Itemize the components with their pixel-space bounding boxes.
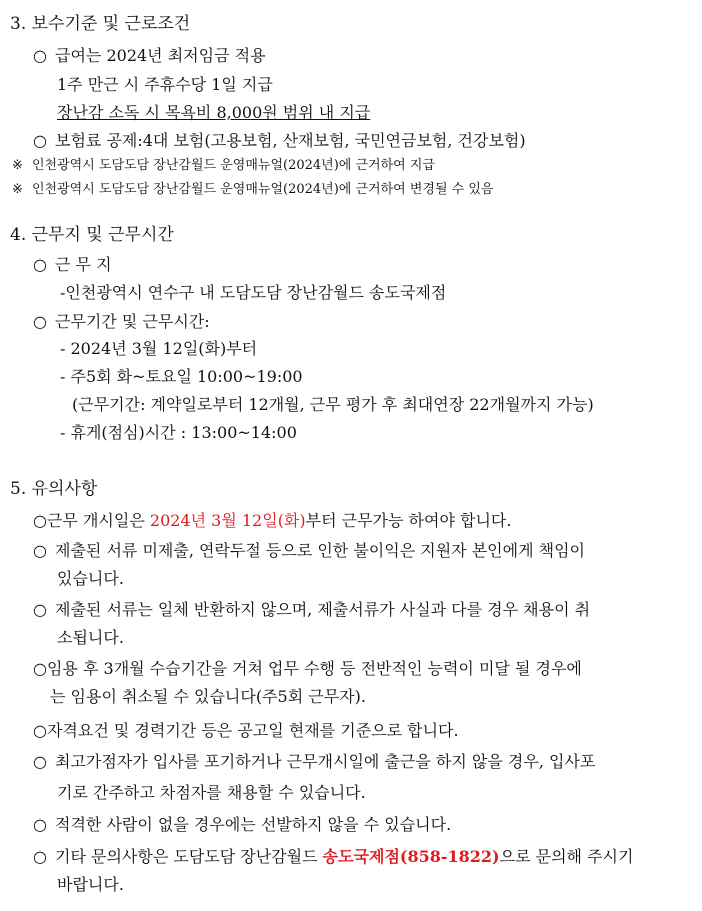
- reference-mark: ※: [12, 182, 23, 197]
- pay-text-1: 급여는 2024년 최저임금 적용: [55, 46, 266, 65]
- notice-item: [33, 752, 595, 771]
- workplace-label: 근 무 지: [55, 255, 112, 274]
- bullet-circle: ○: [33, 600, 47, 619]
- notice-text: 적격한 사람이 없을 경우에는 선발하지 않을 수 있습니다.: [55, 815, 452, 834]
- bullet-circle: ○: [33, 815, 47, 834]
- bullet-circle: ○: [33, 46, 47, 65]
- pay-line-3: 장난감 소독 시 목욕비 8,000원 범위 내 지급: [57, 103, 371, 122]
- period-hours: - 주5회 화~토요일 10:00~19:00: [60, 367, 303, 386]
- notice-text: 근무 개시일은: [46, 511, 150, 530]
- workplace-label-line: [33, 255, 112, 274]
- notice-text: 임용 후 3개월 수습기간을 거쳐 업무 수행 등 전반적인 능력이 미달 될 경우에: [46, 659, 582, 678]
- bullet-circle: ○: [33, 721, 47, 740]
- bullet-circle: ○: [33, 752, 47, 771]
- notice-text: 최고가점자가 입사를 포기하거나 근무개시일에 출근을 하지 않을 경우, 입사포: [55, 752, 596, 771]
- start-date-highlight: 2024년 3월 12일(화): [149, 511, 306, 530]
- notice-text: 자격요건 및 경력기간 등은 공고일 현재를 기준으로 합니다.: [46, 721, 459, 740]
- period-label-line: [33, 312, 210, 331]
- section-3-title: 3. 보수기준 및 근로조건: [10, 14, 191, 34]
- reference-mark: ※: [12, 158, 23, 173]
- bullet-circle: ○: [33, 847, 47, 866]
- workplace-detail: -인천광역시 연수구 내 도담도담 장난감월드 송도국제점: [60, 283, 447, 302]
- bullet-circle: ○: [33, 255, 47, 274]
- bullet-circle: ○: [33, 131, 47, 150]
- note-text: 인천광역시 도담도담 장난감월드 운영매뉴얼(2024년)에 근거하여 변경될 수 있음: [32, 182, 494, 197]
- insurance-line: [33, 131, 526, 150]
- notice-text: 제출된 서류 미제출, 연락두절 등으로 인한 불이익은 지원자 본인에게 책임이: [55, 541, 585, 560]
- bullet-circle: ○: [33, 312, 47, 331]
- pay-line-2: 1주 만근 시 주휴수당 1일 지급: [57, 75, 273, 94]
- period-start: - 2024년 3월 12일(화)부터: [60, 339, 258, 358]
- notice-item: [33, 600, 590, 619]
- contact-highlight: 송도국제점(858-1822): [322, 847, 500, 866]
- notice-text-cont: 는 임용이 취소될 수 있습니다(주5회 근무자).: [50, 687, 366, 706]
- notice-item: [33, 847, 633, 866]
- notice-item: [33, 511, 511, 530]
- notice-text-cont: 바랍니다.: [57, 875, 124, 894]
- bullet-circle: ○: [33, 511, 47, 530]
- note-line: [12, 182, 493, 198]
- period-term: (근무기간: 계약일로부터 12개월, 근무 평가 후 최대연장 22개월까지 가능): [72, 395, 594, 414]
- notice-text: 기타 문의사항은 도담도담 장난감월드: [55, 847, 323, 866]
- notice-item: [33, 659, 582, 678]
- section-4-title: 4. 근무지 및 근무시간: [10, 225, 174, 245]
- notice-text-cont: 있습니다.: [57, 569, 124, 588]
- bullet-circle: ○: [33, 541, 47, 560]
- notice-item: [33, 815, 451, 834]
- note-text: 인천광역시 도담도담 장난감월드 운영매뉴얼(2024년)에 근거하여 지급: [32, 158, 435, 173]
- notice-item: [33, 541, 585, 560]
- break-time: - 휴게(점심)시간 : 13:00~14:00: [60, 423, 297, 442]
- period-label: 근무기간 및 근무시간:: [55, 312, 210, 331]
- note-line: [12, 158, 435, 174]
- pay-line-1: [33, 46, 266, 65]
- notice-item: [33, 721, 459, 740]
- notice-text: 부터 근무가능 하여야 합니다.: [305, 511, 512, 530]
- insurance-text: 보험료 공제:4대 보험(고용보험, 산재보험, 국민연금보험, 건강보험): [55, 131, 526, 150]
- notice-text: 제출된 서류는 일체 반환하지 않으며, 제출서류가 사실과 다를 경우 채용이 취: [55, 600, 591, 619]
- bullet-circle: ○: [33, 659, 47, 678]
- section-5-title: 5. 유의사항: [10, 479, 98, 499]
- notice-text-cont: 소됩니다.: [57, 628, 124, 647]
- notice-text-cont: 기로 간주하고 차점자를 채용할 수 있습니다.: [57, 783, 366, 802]
- notice-text: 으로 문의해 주시기: [499, 847, 634, 866]
